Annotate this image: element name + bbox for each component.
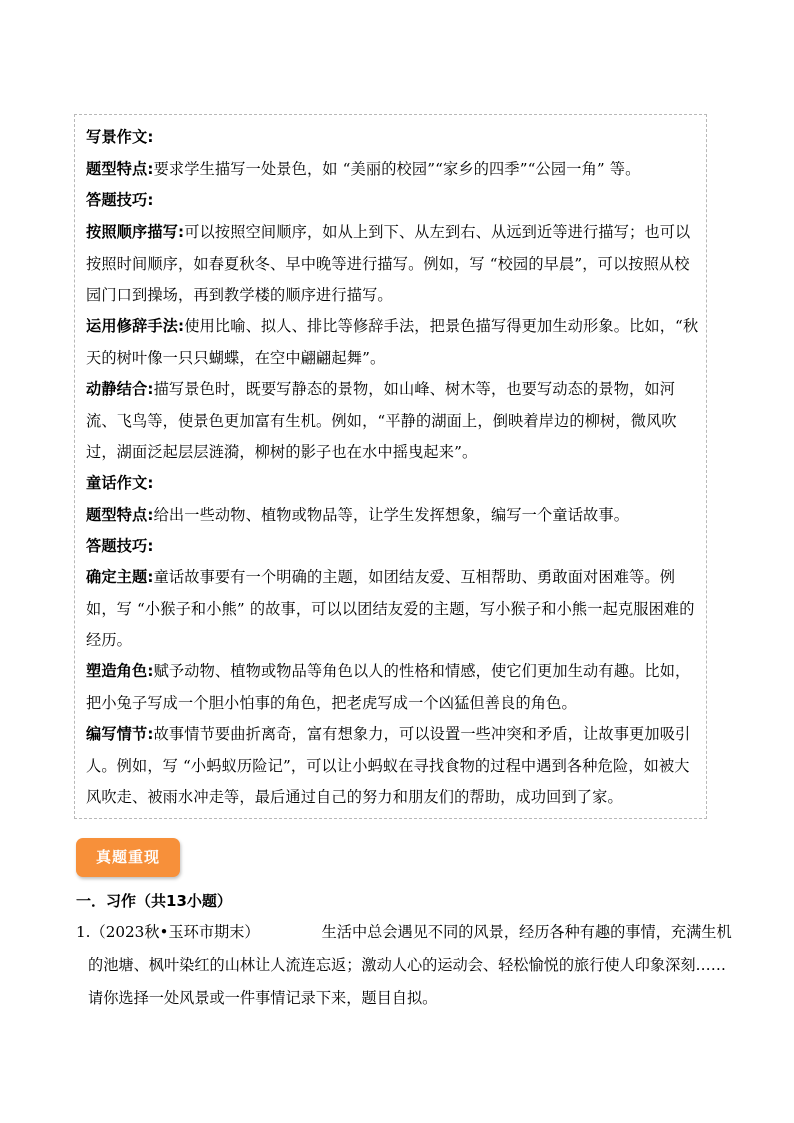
scenery-heading: 写景作文: <box>86 128 154 146</box>
fairy-tip2-paragraph <box>86 656 702 719</box>
scenery-tip2-text: 使用比喻、拟人、排比等修辞手法，把景色描写得更加生动形象。比如，“秋天的树叶像一只只蝴蝶，在空中翩翩起舞”。 <box>86 317 699 367</box>
fairy-tip2-text: 赋予动物、植物或物品等角色以人的性格和情感，使它们更加生动有趣。比如，把小兔子写成一个胆小怕事的角色，把老虎写成一个凶猛但善良的角色。 <box>86 662 691 712</box>
section-badge: 真题重现 <box>76 838 180 877</box>
scenery-tip3-text: 描写景色时，既要写静态的景物，如山峰、树木等，也要写动态的景物，如河流、飞鸟等，使景色更加富有生机。例如，“平静的湖面上，倒映着岸边的柳树，微风吹过，湖面泛起层层涟漪，柳树的影子也在水中摇曳起来”。 <box>86 380 677 462</box>
question-text: 生活中总会遇见不同的风景，经历各种有趣的事情，充满生机的池塘、枫叶染红的山林让人流连忘返；激动人心的运动会、轻松愉悦的旅行使人印象深刻……请你选择一处风景或一件事情记录下来，题目自拟。 <box>88 923 732 1007</box>
section-heading: 一．习作（共13小题） <box>76 892 232 910</box>
fairy-tip3-label: 编写情节: <box>86 725 154 743</box>
scenery-type-text: 要求学生描写一处景色，如 “美丽的校园”“家乡的四季”“公园一角” 等。 <box>153 160 641 178</box>
scenery-tip3-label: 动静结合: <box>86 380 154 398</box>
fairy-tip1-label: 确定主题: <box>86 568 154 586</box>
fairy-heading: 童话作文: <box>86 474 154 492</box>
fairy-type-paragraph <box>86 500 702 532</box>
fairy-tip3-text: 故事情节要曲折离奇，富有想象力，可以设置一些冲突和矛盾，让故事更加吸引人。例如，写 “小蚂蚁历险记”，可以让小蚂蚁在寻找食物的过程中遇到各种危险，如被大风吹走、被雨水冲走等，最后通过自己的努力和朋友们的帮助，成功回到了家。 <box>86 725 691 807</box>
scenery-skills-heading: 答题技巧: <box>86 191 154 209</box>
fairy-type-label: 题型特点: <box>86 506 154 524</box>
question-source: （2023秋•玉环市期末） <box>90 923 260 941</box>
scenery-tip2-paragraph <box>86 311 702 374</box>
fairy-type-text: 给出一些动物、植物或物品等，让学生发挥想象，编写一个童话故事。 <box>153 506 630 524</box>
scenery-type-label: 题型特点: <box>86 160 154 178</box>
question-item <box>76 916 733 1015</box>
fairy-tip3-paragraph <box>86 719 702 814</box>
scenery-tip1-label: 按照顺序描写: <box>86 223 185 241</box>
question-number: 1. <box>76 923 91 941</box>
scenery-tip2-label: 运用修辞手法: <box>86 317 185 335</box>
fairy-tip1-text: 童话故事要有一个明确的主题，如团结友爱、互相帮助、勇敢面对困难等。例如，写 “小猴子和小熊” 的故事，可以以团结友爱的主题，写小猴子和小熊一起克服困难的经历。 <box>86 568 695 650</box>
fairy-tip1-paragraph <box>86 562 702 657</box>
fairy-tip2-label: 塑造角色: <box>86 662 154 680</box>
scenery-type-paragraph <box>86 154 702 186</box>
fairy-skills-heading: 答题技巧: <box>86 537 154 555</box>
scenery-tip1-paragraph <box>86 217 702 312</box>
scenery-tip3-paragraph <box>86 374 702 469</box>
scenery-tip1-text: 可以按照空间顺序，如从上到下、从左到右、从远到近等进行描写；也可以按照时间顺序，如春夏秋冬、早中晚等进行描写。例如，写 “校园的早晨”，可以按照从校园门口到操场，再到教学楼的顺序进行描写。 <box>86 223 691 305</box>
